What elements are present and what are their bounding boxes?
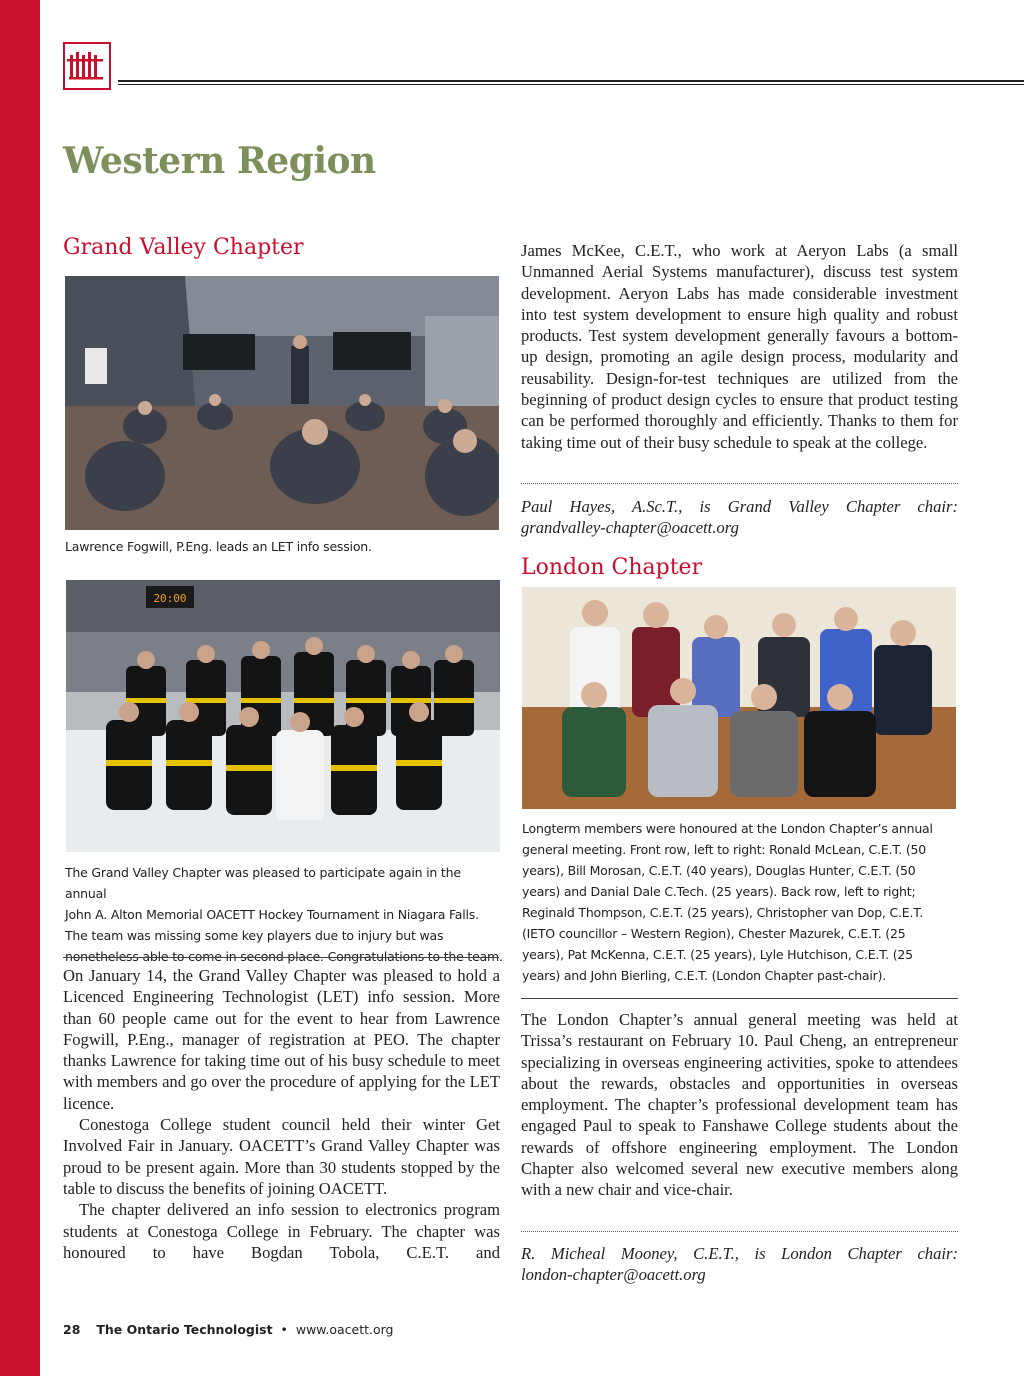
caption-line: John A. Alton Memorial OACETT Hockey Tournament in Niagara Falls. [65,907,479,922]
grand-valley-email-link[interactable]: grandvalley-chapter@oacett.org [521,518,739,538]
signature-line: Paul Hayes, A.Sc.T., is Grand Valley Chapter chair: [521,497,958,516]
grand-valley-signature [521,496,958,539]
caption-line: Reginald Thompson, C.E.T. (25 years), Christopher van Dop, C.E.T. [522,905,923,920]
hockey-team-photo [66,580,500,852]
grand-valley-heading: Grand Valley Chapter [63,235,304,260]
caption-line: years) and Danial Dale C.Tech. (25 years). Back row, left to right; [522,884,916,899]
london-heading: London Chapter [521,555,703,580]
info-session-photo [65,276,499,530]
london-body [521,1009,958,1201]
caption-line: (IETO councillor – Western Region), Chester Mazurek, C.E.T. (25 [522,926,906,941]
signature-line: R. Micheal Mooney, C.E.T., is London Chapter chair: [521,1244,958,1263]
grand-valley-continuation [521,240,958,453]
caption-line: The team was missing some key players due to injury but was [65,928,444,943]
publication-name: The Ontario Technologist [96,1322,273,1337]
hockey-team-caption [65,862,505,967]
london-photo-caption [522,818,962,986]
grand-valley-body [63,965,500,1263]
body-paragraph: On January 14, the Grand Valley Chapter was pleased to hold a Licenced Engineering Technologist (LET) info session. More than 60 people came out for the event to hear from Lawrence Fogwill, P.Eng., manager of registration at PEO. The chapter thanks Lawrence for taking time out of his busy schedule to meet with members and go over the procedure of applying for the LET licence. [63,966,500,1113]
london-email-link[interactable]: london-chapter@oacett.org [521,1265,706,1285]
caption-divider [63,957,499,958]
caption-line: Longterm members were honoured at the London Chapter’s annual [522,821,933,836]
left-accent-bar [0,0,40,1376]
scoreboard-text: 20:00 [153,592,187,605]
london-members-photo [522,587,956,809]
caption-line: general meeting. Front row, left to right: Ronald McLean, C.E.T. (50 [522,842,926,857]
header-rule [118,80,1024,85]
body-paragraph: James McKee, C.E.T., who work at Aeryon Labs (a small Unmanned Aerial Systems manufacturer), discuss test system development. Aeryon Labs has made considerable investment into test system development to ensure high quality and robust products. Test system development generally favours a bottom-up design, promoting an agile design process, modularity and reusability. Design-for-test techniques are utilized from the beginning of product design cycles to ensure that product testing can be performed thoroughly and efficiently. Thanks to them for taking time out of their busy schedule to speak at the college. [521,241,958,452]
body-paragraph: Conestoga College student council held their winter Get Involved Fair in January. OACETT’s Grand Valley Chapter was proud to be present again. More than 30 students stopped by the table to discuss the benefits of joining OACETT. [63,1115,500,1198]
info-session-caption: Lawrence Fogwill, P.Eng. leads an LET info session. [65,539,372,554]
body-paragraph: The chapter delivered an info session to electronics program students at Conestoga College in February. The chapter was honoured to have Bogdan Tobola, C.E.T. and [63,1200,500,1262]
signature-divider [521,483,958,484]
caption-line: The Grand Valley Chapter was pleased to participate again in the annual [65,865,461,901]
caption-line: years), Pat McKenna, C.E.T. (25 years), Lyle Hutchison, C.E.T. (25 [522,947,913,962]
caption-line: nonetheless able to come in second place. Congratulations to the team. [65,949,503,964]
page-footer [63,1322,394,1337]
oacett-logo-icon [63,42,111,90]
body-paragraph: The London Chapter’s annual general meeting was held at Trissa’s restaurant on February 10. Paul Cheng, an entrepreneur specializing in overseas engineering activities, spoke to attendees about the rewards, obstacles and opportunities in overseas employment. The chapter’s professional development team has engaged Paul to speak to Fanshawe College students about the rewards of offshore engineering employment. The London Chapter also welcomed several new executive members along with a new chair and vice-chair. [521,1010,958,1200]
signature-divider [521,1231,958,1232]
london-signature [521,1243,958,1286]
page-number: 28 [63,1322,81,1337]
caption-divider [521,998,958,999]
footer-separator: • [280,1322,288,1337]
footer-url-link[interactable]: www.oacett.org [295,1322,394,1337]
caption-line: years), Bill Morosan, C.E.T. (40 years), Douglas Hunter, C.E.T. (50 [522,863,916,878]
caption-line: years) and John Bierling, C.E.T. (London Chapter past-chair). [522,968,887,983]
region-title: Western Region [63,140,376,182]
